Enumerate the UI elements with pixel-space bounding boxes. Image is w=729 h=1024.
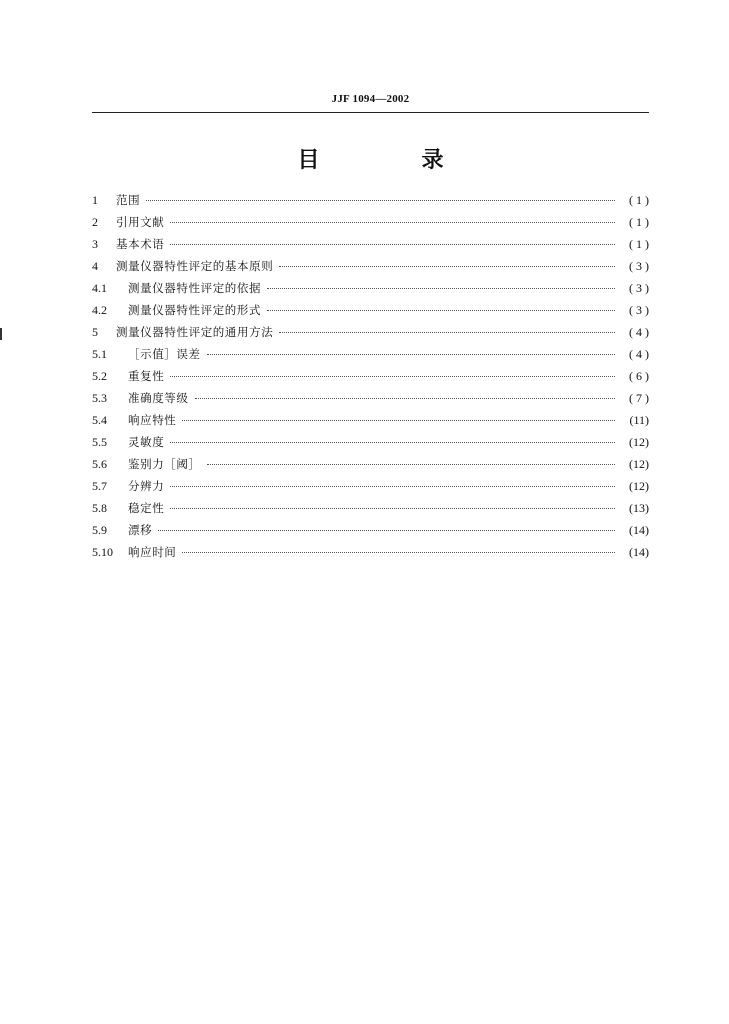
toc-entry[interactable] (92, 497, 649, 519)
toc-entry-number: 4 (92, 259, 98, 273)
toc-entry[interactable] (92, 189, 649, 211)
toc-entry-number: 5.7 (92, 479, 107, 493)
toc-entry-title: 响应时间 (128, 545, 177, 559)
toc-entry[interactable] (92, 475, 649, 497)
toc-entry-number: 5.10 (92, 545, 113, 559)
toc-entry-page: ( 4 ) (629, 325, 649, 339)
toc-leader-dots (267, 276, 615, 289)
toc-leader-dots (207, 452, 615, 465)
toc-entry[interactable] (92, 299, 649, 321)
toc-entry-page: ( 1 ) (629, 193, 649, 207)
table-of-contents (92, 189, 649, 563)
toc-leader-dots (267, 298, 615, 311)
page-header-standard-code: JJF 1094—2002 (331, 93, 410, 105)
toc-entry-title: 鉴别力［阈］ (128, 457, 201, 471)
scan-margin-mark (0, 328, 2, 340)
toc-entry[interactable] (92, 211, 649, 233)
toc-entry-page: (12) (629, 457, 649, 471)
toc-entry-page: (14) (629, 523, 649, 537)
toc-leader-dots (146, 188, 615, 201)
toc-entry[interactable] (92, 343, 649, 365)
toc-leader-dots (279, 254, 615, 267)
toc-leader-dots (170, 496, 615, 509)
toc-leader-dots (170, 210, 615, 223)
toc-entry-title: 引用文献 (116, 215, 165, 229)
toc-leader-dots (170, 430, 615, 443)
toc-entry-number: 5.2 (92, 369, 107, 383)
toc-entry[interactable] (92, 541, 649, 563)
toc-entry-title: 灵敏度 (128, 435, 165, 449)
toc-leader-dots (170, 364, 615, 377)
toc-entry-title: 范围 (116, 193, 141, 207)
toc-entry-title: 分辨力 (128, 479, 165, 493)
toc-entry-number: 5.8 (92, 501, 107, 515)
toc-entry-title: 测量仪器特性评定的形式 (128, 303, 262, 317)
toc-entry-title: 测量仪器特性评定的基本原则 (116, 259, 274, 273)
toc-entry[interactable] (92, 453, 649, 475)
toc-entry-title: 漂移 (128, 523, 153, 537)
toc-entry-number: 5.3 (92, 391, 107, 405)
toc-entry-page: ( 7 ) (629, 391, 649, 405)
toc-leader-dots (207, 342, 615, 355)
toc-entry-title: 基本术语 (116, 237, 165, 251)
toc-entry-page: (12) (629, 479, 649, 493)
toc-entry-number: 5.1 (92, 347, 107, 361)
toc-entry-page: ( 1 ) (629, 215, 649, 229)
toc-entry-page: ( 1 ) (629, 237, 649, 251)
toc-entry[interactable] (92, 519, 649, 541)
toc-entry-page: (13) (629, 501, 649, 515)
toc-entry-number: 5.9 (92, 523, 107, 537)
page-title: 目 录 (297, 148, 484, 173)
toc-leader-dots (170, 232, 615, 245)
toc-leader-dots (170, 474, 615, 487)
toc-entry-number: 4.1 (92, 281, 107, 295)
toc-leader-dots (182, 408, 615, 421)
toc-entry-number: 3 (92, 237, 98, 251)
toc-entry-title: 准确度等级 (128, 391, 189, 405)
toc-entry-title: 测量仪器特性评定的通用方法 (116, 325, 274, 339)
toc-entry[interactable] (92, 233, 649, 255)
toc-entry-number: 2 (92, 215, 98, 229)
toc-entry-title: 稳定性 (128, 501, 165, 515)
toc-entry-number: 5.6 (92, 457, 107, 471)
toc-entry-page: ( 3 ) (629, 259, 649, 273)
toc-entry-number: 1 (92, 193, 98, 207)
toc-entry-number: 4.2 (92, 303, 107, 317)
toc-leader-dots (195, 386, 616, 399)
toc-entry-title: 响应特性 (128, 413, 177, 427)
toc-entry[interactable] (92, 409, 649, 431)
toc-leader-dots (279, 320, 615, 333)
toc-entry-title: 重复性 (128, 369, 165, 383)
toc-entry-page: ( 6 ) (629, 369, 649, 383)
toc-entry[interactable] (92, 431, 649, 453)
toc-entry[interactable] (92, 321, 649, 343)
toc-entry-title: 测量仪器特性评定的依据 (128, 281, 262, 295)
toc-leader-dots (158, 518, 615, 531)
toc-entry[interactable] (92, 277, 649, 299)
toc-entry-title: ［示值］误差 (128, 347, 201, 361)
toc-entry[interactable] (92, 387, 649, 409)
toc-entry-page: (14) (629, 545, 649, 559)
toc-entry-number: 5 (92, 325, 98, 339)
toc-entry-page: ( 4 ) (629, 347, 649, 361)
toc-entry[interactable] (92, 365, 649, 387)
header-rule (92, 112, 649, 113)
toc-leader-dots (182, 540, 615, 553)
toc-entry-page: (12) (629, 435, 649, 449)
toc-entry-number: 5.4 (92, 413, 107, 427)
toc-entry-number: 5.5 (92, 435, 107, 449)
toc-entry[interactable] (92, 255, 649, 277)
toc-entry-page: (11) (629, 413, 649, 427)
toc-entry-page: ( 3 ) (629, 281, 649, 295)
toc-entry-page: ( 3 ) (629, 303, 649, 317)
